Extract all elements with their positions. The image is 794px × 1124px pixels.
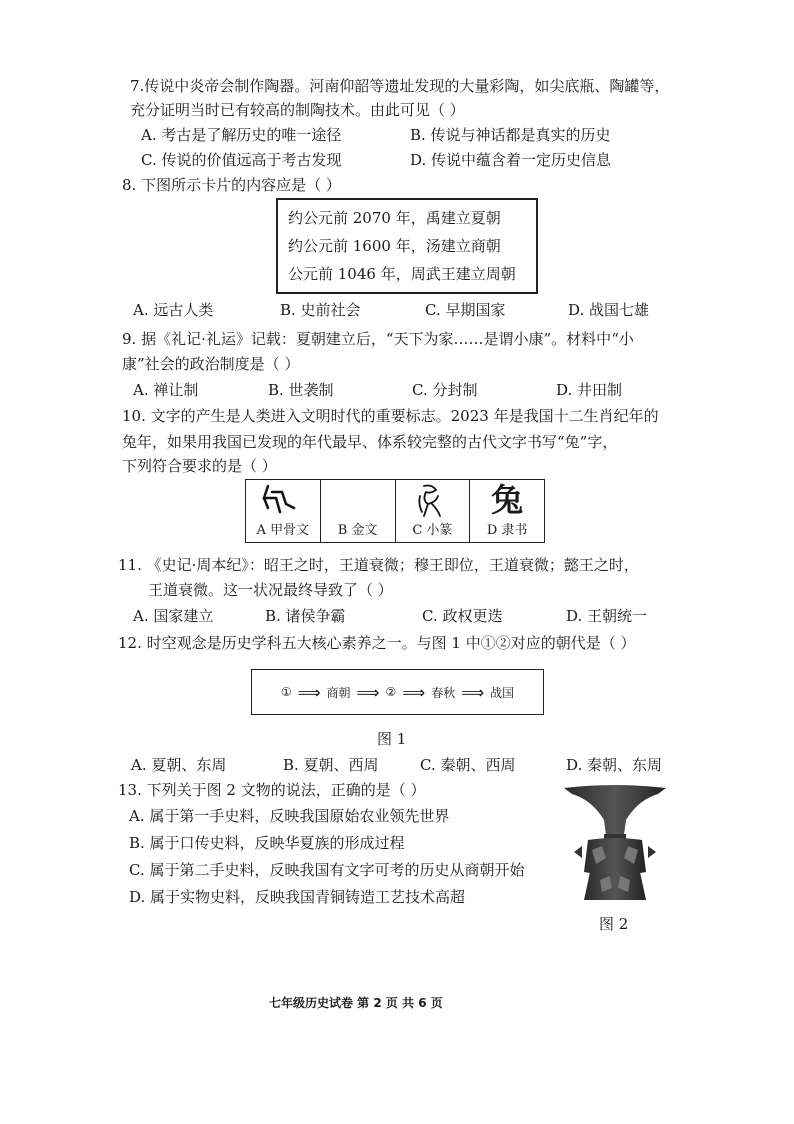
q13-option-b: B. 属于口传史料，反映华夏族的形成过程 bbox=[129, 834, 405, 852]
q9-stem-line2: 康”社会的政治制度是（ ） bbox=[122, 355, 300, 373]
q12-option-a: A. 夏朝、东周 bbox=[131, 756, 227, 774]
arrow-right-icon: ⟹ bbox=[402, 682, 426, 702]
q10-cell-d bbox=[470, 480, 545, 543]
q9-option-c: C. 分封制 bbox=[412, 381, 478, 399]
q10-stem-line3: 下列符合要求的是（ ） bbox=[122, 457, 277, 475]
q11-option-b: B. 诸侯争霸 bbox=[265, 607, 346, 625]
q8-stem: 8. 下图所示卡片的内容应是（ ） bbox=[122, 176, 341, 194]
figure-2-caption: 图 2 bbox=[599, 915, 629, 933]
q8-card-line1: 约公元前 2070 年，禹建立夏朝 bbox=[288, 209, 501, 227]
q9-option-a: A. 禅让制 bbox=[133, 381, 199, 399]
q8-option-b: B. 史前社会 bbox=[280, 301, 361, 319]
q12-option-c: C. 秦朝、西周 bbox=[420, 756, 516, 774]
q13-option-a: A. 属于第一手史料，反映我国原始农业领先世界 bbox=[129, 807, 450, 825]
q11-stem-line2: 王道衰微。这一状况最终导致了（ ） bbox=[148, 581, 393, 599]
q7-stem-line2: 充分证明当时已有较高的制陶技术。由此可见（ ） bbox=[130, 101, 465, 119]
flow-item-1: ① bbox=[280, 685, 292, 699]
clerical-rabbit-icon: 兔 bbox=[491, 481, 524, 519]
q8-card bbox=[276, 198, 538, 294]
q7-option-c: C. 传说的价值远高于考古发现 bbox=[141, 151, 342, 169]
figure-1-caption: 图 1 bbox=[377, 730, 407, 748]
small-seal-rabbit-icon bbox=[396, 482, 468, 518]
flow-item-2: 商朝 bbox=[326, 685, 351, 700]
q12-timeline-figure bbox=[251, 669, 544, 715]
q10-stem-line2: 兔年，如果用我国已发现的年代最早、体系较完整的古代文字书写“兔”字， bbox=[122, 433, 618, 451]
arrow-right-icon: ⟹ bbox=[356, 682, 380, 702]
q10-cell-a bbox=[246, 480, 321, 543]
q7-option-b: B. 传说与神话都是真实的历史 bbox=[410, 126, 611, 144]
q10-cell-c bbox=[395, 480, 470, 543]
q11-option-d: D. 王朝统一 bbox=[566, 607, 648, 625]
q8-card-line2: 约公元前 1600 年，汤建立商朝 bbox=[288, 237, 501, 255]
q10-cell-b bbox=[320, 480, 395, 543]
q13-option-d: D. 属于实物史料，反映我国青铜铸造工艺技术高超 bbox=[129, 888, 466, 906]
arrow-right-icon: ⟹ bbox=[297, 682, 321, 702]
arrow-right-icon: ⟹ bbox=[461, 682, 485, 702]
q7-option-a: A. 考古是了解历史的唯一途径 bbox=[141, 126, 342, 144]
bronze-zun-vessel-image bbox=[560, 780, 670, 905]
q11-option-a: A. 国家建立 bbox=[133, 607, 214, 625]
page-footer: 七年级历史试卷 第 2 页 共 6 页 bbox=[269, 996, 443, 1010]
q8-option-c: C. 早期国家 bbox=[425, 301, 506, 319]
q7-stem-line1: 7.传说中炎帝会制作陶器。河南仰韶等遗址发现的大量彩陶，如尖底瓶、陶罐等， bbox=[130, 77, 670, 95]
q7-option-d: D. 传说中蕴含着一定历史信息 bbox=[410, 151, 612, 169]
q13-option-c: C. 属于第二手史料，反映我国有文字可考的历史从商朝开始 bbox=[129, 861, 525, 879]
q11-stem-line1: 11. 《史记·周本纪》：昭王之时，王道衰微；穆王即位，王道衰微；懿王之时， bbox=[118, 556, 639, 574]
q9-stem-line1: 9. 据《礼记·礼运》记载：夏朝建立后，“天下为家……是谓小康”。材料中“小 bbox=[122, 330, 634, 348]
flow-item-5: 战国 bbox=[490, 685, 515, 700]
q10-caption-c: C 小篆 bbox=[412, 523, 453, 538]
q13-stem: 13. 下列关于图 2 文物的说法，正确的是（ ） bbox=[118, 781, 426, 799]
q9-option-b: B. 世袭制 bbox=[268, 381, 334, 399]
q8-card-line3: 公元前 1046 年，周武王建立周朝 bbox=[288, 265, 516, 283]
q10-script-table bbox=[245, 479, 545, 543]
q12-stem: 12. 时空观念是历史学科五大核心素养之一。与图 1 中①②对应的朝代是（ ） bbox=[118, 634, 636, 652]
q10-caption-d: D 隶书 bbox=[486, 523, 528, 538]
oracle-bone-rabbit-icon bbox=[246, 482, 318, 518]
q9-option-d: D. 井田制 bbox=[556, 381, 623, 399]
q8-option-a: A. 远古人类 bbox=[133, 301, 214, 319]
flow-item-3: ② bbox=[385, 685, 397, 699]
q8-option-d: D. 战国七雄 bbox=[568, 301, 650, 319]
q10-caption-a: A 甲骨文 bbox=[256, 523, 310, 538]
q10-caption-b: B 金文 bbox=[337, 523, 378, 538]
q10-stem-line1: 10. 文字的产生是人类进入文明时代的重要标志。2023 年是我国十二生肖纪年的 bbox=[122, 407, 659, 425]
q12-option-b: B. 夏朝、西周 bbox=[283, 756, 379, 774]
q12-option-d: D. 秦朝、东周 bbox=[566, 756, 663, 774]
q11-option-c: C. 政权更迭 bbox=[422, 607, 503, 625]
flow-item-4: 春秋 bbox=[431, 685, 456, 700]
